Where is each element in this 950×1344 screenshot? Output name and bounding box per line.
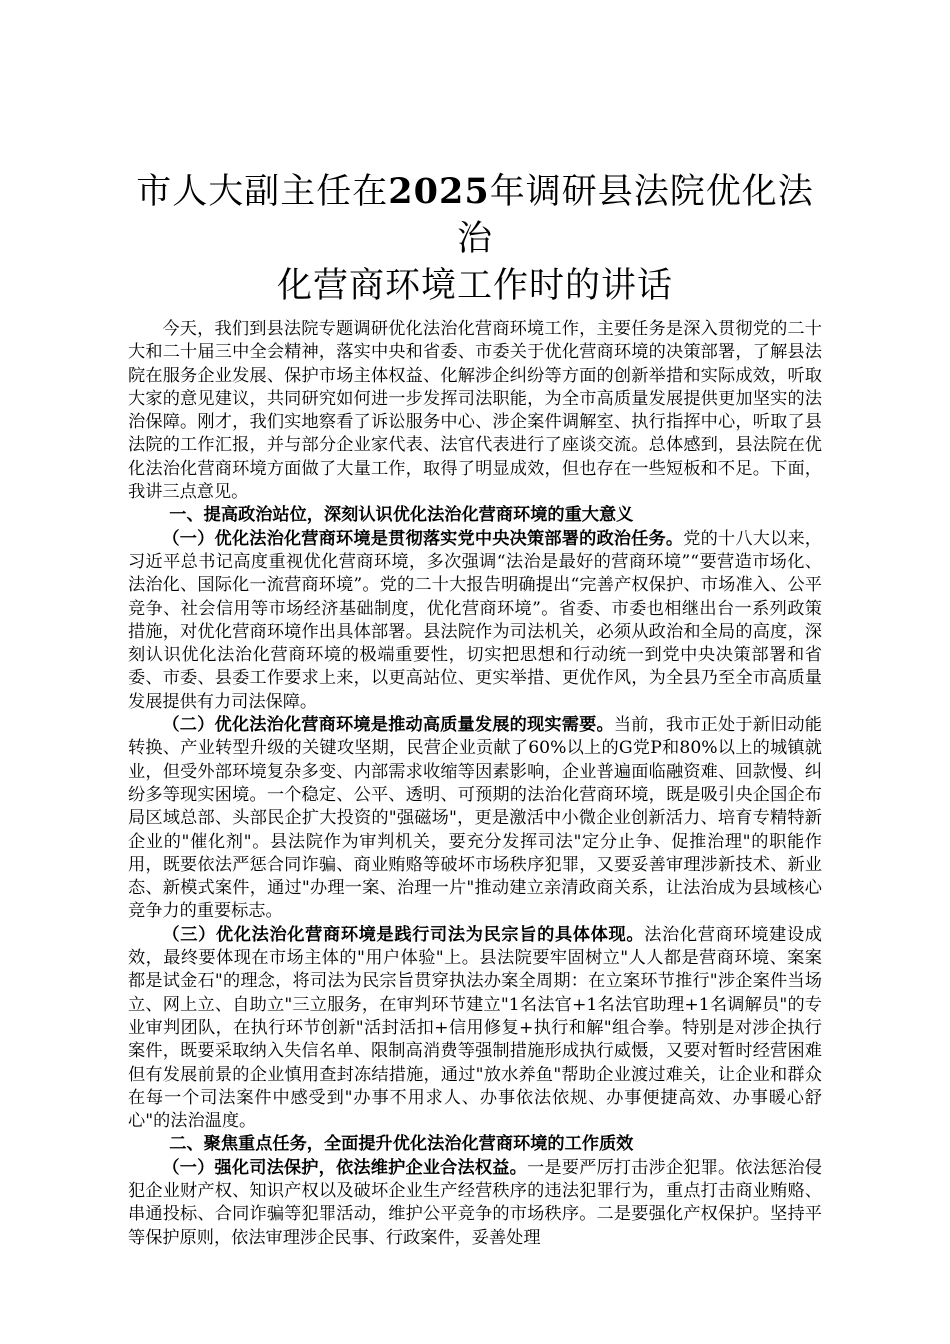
paragraph-1-2-lead: （二）优化法治化营商环境是推动高质量发展的现实需要。 <box>162 715 614 736</box>
paragraph-1-3-text: 法治化营商环境建设成效，最终要体现在市场主体的"用户体验"上。县法院要牢固树立"人人都是营商环境、案案都是试金石"的理念，将司法为民宗旨贯穿执法办案全周期：在立案环节推行"涉企案件当场立、网上立、自助立"三立服务，在审判环节建立"1名法官+1名法官助理+1名调解员"的专业审判团队，在执行环节创新"活封活扣+信用修复+执行和解"组合拳。特别是对涉企执行案件，既要采取纳入失信名单、限制高消费等强制措施形成执行威慑，又要对暂时经营困难但有发展前景的企业慎用查封冻结措施，通过"放水养鱼"帮助企业渡过难关，让企业和群众在每一个司法案件中感受到"办事不用求人、办事依法依规、办事便捷高效、办事暖心舒心"的法治温度。 <box>128 924 822 1132</box>
section-heading-1: 一、提高政治站位，深刻认识优化法治化营商环境的重大意义 <box>169 505 634 526</box>
paragraph-2-1-lead: （一）强化司法保护，依法维护企业合法权益。 <box>162 1157 527 1178</box>
title-part1: 市人大副主任在 <box>136 172 389 212</box>
paragraph-1-2-text: 当前，我市正处于新旧动能转换、产业转型升级的关键攻坚期，民营企业贡献了60%以上的G党P和80%以上的城镇就业，但受外部环境复杂多变、内部需求收缩等因素影响，企业普遍面临融资难、回款慢、纠纷多等现实困境。一个稳定、公平、透明、可预期的法治化营商环境，既是吸引央企国企布局区域总部、头部民企扩大投资的"强磁场"，更是激活中小微企业创新活力、培育专精特新企业的"催化剂"。县法院作为审判机关，要充分发挥司法"定分止争、促推治理"的职能作用，既要依法严惩合同诈骗、商业贿赂等破坏市场秩序犯罪，又要妥善审理涉新技术、新业态、新模式案件，通过"办理一案、治理一片"推动建立亲清政商关系，让法治成为县域核心竞争力的重要标志。 <box>128 715 822 922</box>
paragraph-2-1 <box>128 1157 822 1250</box>
paragraph-1-3-lead: （三）优化法治化营商环境是践行司法为民宗旨的具体体现。 <box>162 924 645 945</box>
paragraph-1-1-lead: （一）优化法治化营商环境是贯彻落实党中央决策部署的政治任务。 <box>162 528 684 549</box>
intro-paragraph: 今天，我们到县法院专题调研优化法治化营商环境工作，主要任务是深入贯彻党的二十大和二十届三中全会精神，落实中央和省委、市委关于优化营商环境的决策部署，了解县法院在服务企业发展、保护市场主体权益、化解涉企纠纷等方面的创新举措和实际成效，听取大家的意见建议，共同研究如何进一步发挥司法职能，为全市高质量发展提供更加坚实的法治保障。刚才，我们实地察看了诉讼服务中心、涉企案件调解室、执行指挥中心，听取了县法院的工作汇报，并与部分企业家代表、法官代表进行了座谈交流。总体感到，县法院在优化法治化营商环境方面做了大量工作，取得了明显成效，但也存在一些短板和不足。下面，我讲三点意见。 <box>128 319 822 503</box>
title-part2: 年调研县法院优化法治 <box>456 172 814 259</box>
document-body <box>128 318 822 1250</box>
paragraph-1-1 <box>128 528 822 714</box>
paragraph-1-3 <box>128 924 822 1134</box>
document-title <box>128 168 822 310</box>
paragraph-1-1-text: 党的十八大以来，习近平总书记高度重视优化营商环境，多次强调“法治是最好的营商环境”“要营造市场化、法治化、国际化一流营商环境”。党的二十大报告明确提出“完善产权保护、市场准入、公平竞争、社会信用等市场经济基础制度，优化营商环境”。省委、市委也相继出台一系列政策措施，对优化营商环境作出具体部署。县法院作为司法机关，必须从政治和全局的高度，深刻认识优化法治化营商环境的极端重要性，切实把思想和行动统一到党中央决策部署和省委、市委、县委工作要求上来，以更高站位、更实举措、更优作风，为全县乃至全市高质量发展提供有力司法保障。 <box>128 528 822 712</box>
section-heading-2: 二、聚焦重点任务，全面提升优化法治化营商环境的工作质效 <box>169 1134 634 1155</box>
title-line2: 化营商环境工作时的讲话 <box>276 266 673 306</box>
paragraph-1-2 <box>128 714 822 924</box>
paragraph-2-1-text: 一是要严厉打击涉企犯罪。依法惩治侵犯企业财产权、知识产权以及破坏企业生产经营秩序的违法犯罪行为，重点打击商业贿赂、串通投标、合同诈骗等犯罪活动，维护公平竞争的市场秩序。二是要强化产权保护。坚持平等保护原则，依法审理涉企民事、行政案件，妥善处理 <box>128 1157 822 1248</box>
title-year: 2025 <box>388 171 490 212</box>
